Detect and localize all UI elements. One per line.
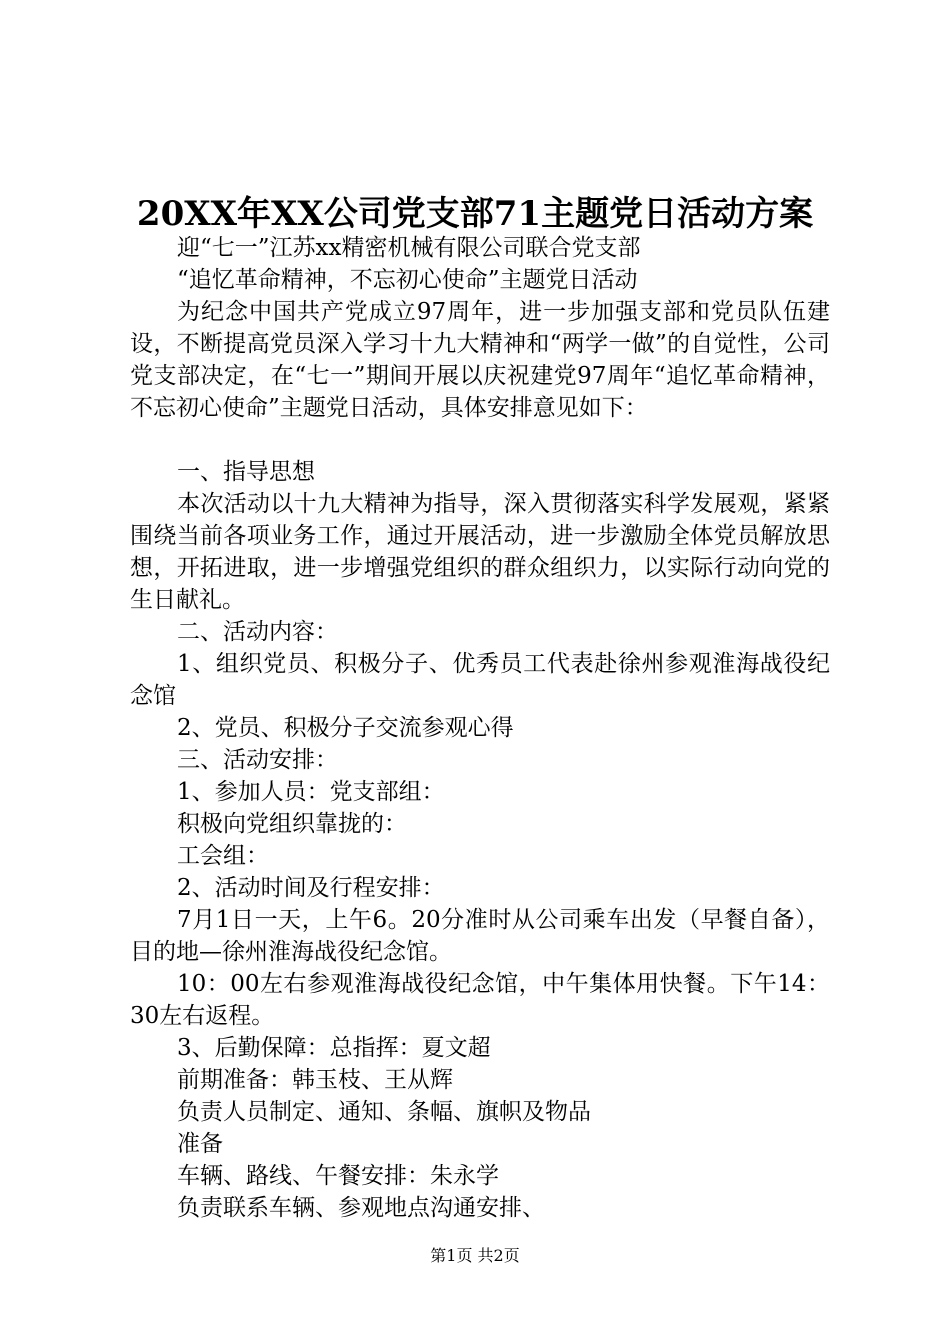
section-3-line: 积极向党组织靠拢的： bbox=[177, 811, 407, 837]
subtitle-line-2: “追忆革命精神，不忘初心使命”主题党日活动 bbox=[177, 267, 638, 293]
page-footer: 第1页 共2页 bbox=[430, 1246, 520, 1265]
section-3-paragraph: 10：00左右参观淮海战役纪念馆，中午集体用快餐。下午14：30左右返程。 bbox=[130, 971, 830, 1029]
subtitle-line-1: 迎“七一”江苏xx精密机械有限公司联合党支部 bbox=[177, 235, 641, 261]
section-1-heading: 一、指导思想 bbox=[177, 459, 315, 485]
section-3-line: 工会组： bbox=[177, 843, 269, 869]
section-3-line: 负责人员制定、通知、条幅、旗帜及物品 bbox=[177, 1099, 591, 1125]
section-3-paragraph: 7月1日一天，上午6。20分准时从公司乘车出发（早餐自备），目的地—徐州淮海战役纪念馆。 bbox=[130, 907, 830, 965]
section-3-line: 准备 bbox=[177, 1131, 223, 1157]
section-3-line: 2、活动时间及行程安排： bbox=[177, 875, 445, 901]
document-title: 20XX年XX公司党支部71主题党日活动方案 bbox=[136, 194, 814, 234]
section-2-heading: 二、活动内容： bbox=[177, 619, 338, 645]
section-3-line: 1、参加人员：党支部组： bbox=[177, 779, 445, 805]
section-2-item-1: 1、组织党员、积极分子、优秀员工代表赴徐州参观淮海战役纪念馆 bbox=[130, 651, 830, 709]
intro-paragraph: 为纪念中国共产党成立97周年，进一步加强支部和党员队伍建设，不断提高党员深入学习十九大精神和“两学一做”的自觉性，公司党支部决定，在“七一”期间开展以庆祝建党97周年“追忆革命精神，不忘初心使命”主题党日活动，具体安排意见如下： bbox=[130, 299, 830, 421]
section-3-line: 车辆、路线、午餐安排：朱永学 bbox=[177, 1163, 499, 1189]
section-3-line: 3、后勤保障：总指挥：夏文超 bbox=[177, 1035, 491, 1061]
section-3-line: 前期准备：韩玉枝、王从辉 bbox=[177, 1067, 453, 1093]
section-3-heading: 三、活动安排： bbox=[177, 747, 338, 773]
section-1-body: 本次活动以十九大精神为指导，深入贯彻落实科学发展观，紧紧围绕当前各项业务工作，通过开展活动，进一步激励全体党员解放思想，开拓进取，进一步增强党组织的群众组织力，以实际行动向党的生日献礼。 bbox=[130, 491, 830, 613]
section-3-line: 负责联系车辆、参观地点沟通安排、 bbox=[177, 1195, 545, 1221]
section-2-item-2: 2、党员、积极分子交流参观心得 bbox=[177, 715, 514, 741]
